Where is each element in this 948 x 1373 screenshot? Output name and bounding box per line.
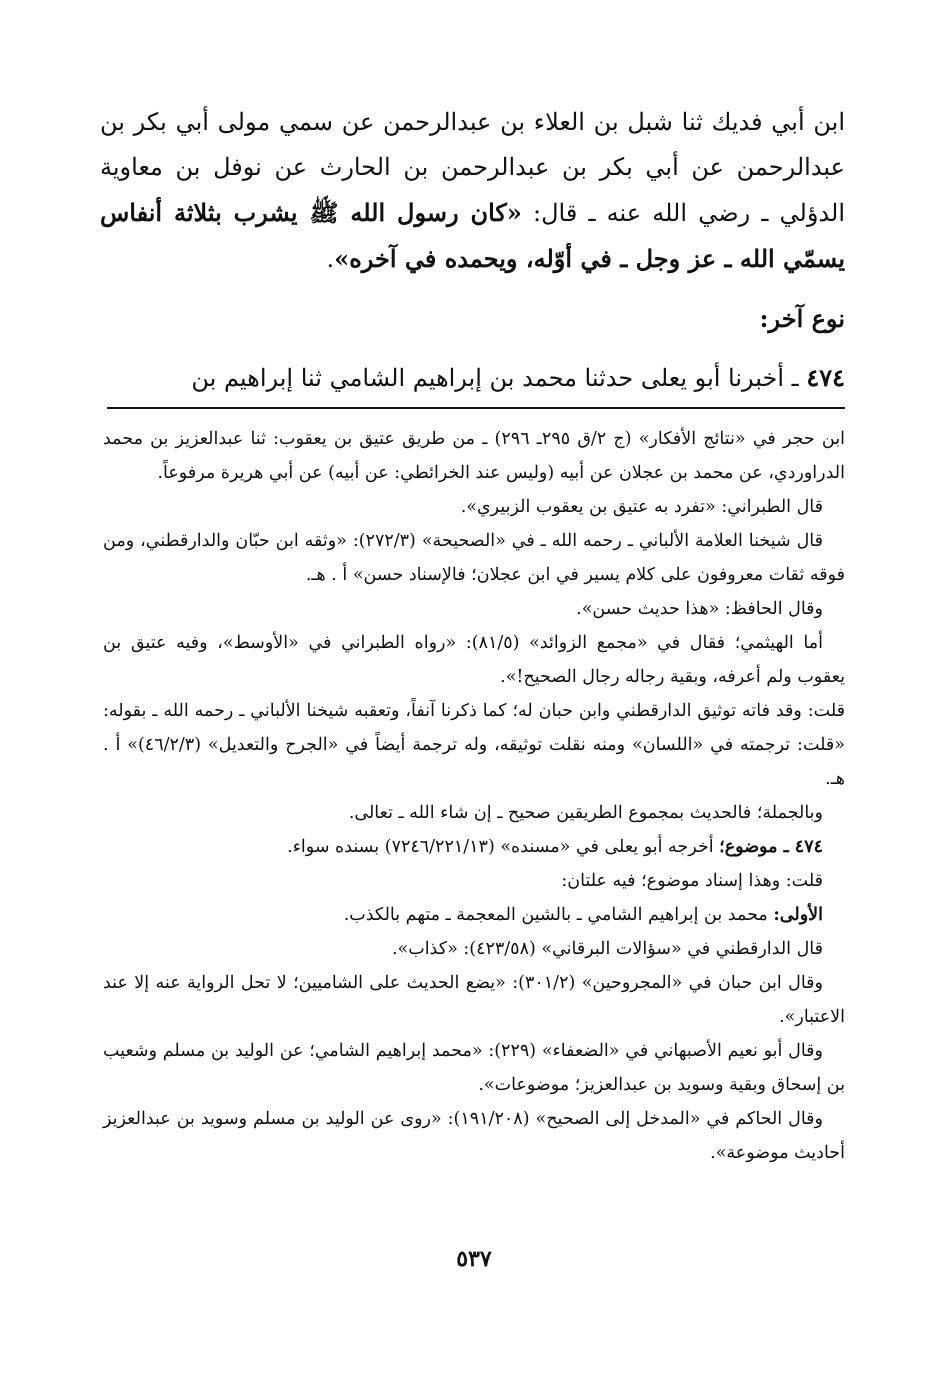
period: . [326, 245, 335, 273]
page-number: ٥٣٧ [456, 1246, 492, 1272]
footnote-paragraph: قال الدارقطني في «سؤالات البرقاني» (٤٢٣/٥٨): «كذاب». [391, 939, 823, 959]
hadith-paragraph [100, 100, 845, 282]
first-reason-text: محمد بن إبراهيم الشامي ـ بالشين المعجمة ـ متهم بالكذب. [343, 905, 774, 925]
footnote-divider [107, 407, 845, 409]
entry-text: ـ أخبرنا أبو يعلى حدثنا محمد بن إبراهيم الشامي ثنا إبراهيم بن [191, 364, 807, 392]
footnote-474-label: ٤٧٤ ـ موضوع؛ [719, 837, 823, 857]
footnote-first-reason [103, 898, 845, 932]
footnote-474 [103, 830, 845, 864]
footnote-474-text: أخرجه أبو يعلى في «مسنده» (٧٢٤٦/٢٢١/١٣) بسنده سواء. [287, 837, 720, 857]
main-text [100, 100, 845, 401]
footnote-paragraph: وبالجملة؛ فالحديث بمجموع الطريقين صحيح ـ إن شاء الله ـ تعالى. [348, 803, 823, 823]
footnote-paragraph: وقال الحاكم في «المدخل إلى الصحيح» (١٩١/٢٠٨): «روى عن الوليد بن مسلم وسويد بن عبدالعزيز أحاديث موضوعة». [103, 1109, 845, 1163]
footnote-paragraph: قال شيخنا العلامة الألباني ـ رحمه الله ـ في «الصحيحة» (٢٧٢/٣): «وثقه ابن حبّان والدارقطني، ومن فوقه ثقات معروفون على كلام يسير في ابن عجلان؛ فالإسناد حسن» أ . هـ. [103, 531, 845, 585]
hadith-entry-474 [100, 355, 845, 401]
footnote-paragraph: وقال ابن حبان في «المجروحين» (٣٠١/٢): «يضع الحديث على الشاميين؛ لا تحل الرواية عنه إلا عند الاعتبار». [103, 973, 845, 1027]
footnote-paragraph: وقال الحافظ: «هذا حديث حسن». [576, 599, 823, 619]
footnote-paragraph: قلت: وهذا إسناد موضوع؛ فيه علتان: [561, 871, 823, 891]
footnote-paragraph: ابن حجر في «نتائج الأفكار» (ج ٢/ق ٢٩٥ـ ٢٩٦) ـ من طريق عتيق بن يعقوب: ثنا عبدالعزيز بن محمد الدراوردي، عن محمد بن عجلان عن أبيه (وليس عند الخرائطي: عن أبيه) عن أبي هريرة مرفوعاً. [103, 429, 845, 483]
isnad-text: ابن أبي فديك ثنا شبل بن العلاء بن عبدالرحمن عن سمي مولى أبي بكر بن عبدالرحمن عن أبي بكر بن عبدالرحمن بن الحارث عن نوفل بن معاوية الدؤلي ـ رضي الله عنه ـ قال: [100, 108, 845, 227]
footnote-paragraph: قلت: وقد فاته توثيق الدارقطني وابن حبان له؛ كما ذكرنا آنفاً، وتعقبه شيخنا الألباني ـ رحمه الله ـ بقوله: «قلت: ترجمته في «اللسان» ومنه نقلت توثيقه، وله ترجمة أيضاً في «الجرح والتعديل» (٤٦/٢/٣)» أ . هـ. [103, 701, 845, 789]
section-heading: نوع آخر: [759, 304, 845, 333]
footnotes [103, 422, 845, 1170]
entry-number: ٤٧٤ [806, 363, 845, 392]
matn-text: «كان رسول الله ﷺ يشرب بثلاثة أنفاس يسمّي الله ـ عز وجل ـ في أوّله، ويحمده في آخره» [100, 198, 845, 273]
first-reason-label: الأولى: [773, 905, 823, 925]
footnote-paragraph: وقال أبو نعيم الأصبهاني في «الضعفاء» (٢٢٩): «محمد إبراهيم الشامي؛ عن الوليد بن مسلم وشعيب بن إسحاق وبقية وسويد بن عبدالعزيز؛ موضوعات». [103, 1041, 845, 1095]
footnote-paragraph: قال الطبراني: «تفرد به عتيق بن يعقوب الزبيري». [460, 497, 823, 517]
footnote-paragraph: أما الهيثمي؛ فقال في «مجمع الزوائد» (٨١/٥): «رواه الطبراني في «الأوسط»، وفيه عتيق بن يعقوب ولم أعرفه، وبقية رجاله رجال الصحيح!». [103, 633, 845, 687]
